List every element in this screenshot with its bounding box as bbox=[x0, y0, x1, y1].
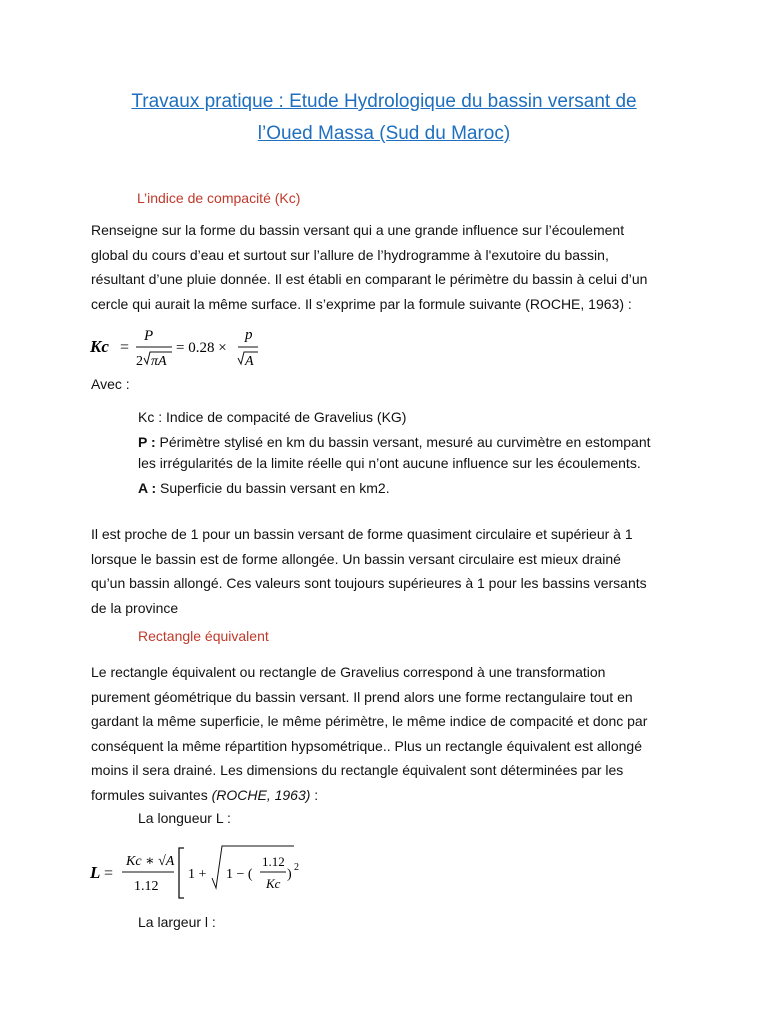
kc-conclusion-paragraph bbox=[91, 522, 677, 620]
longueur-label: La longueur L : bbox=[138, 810, 231, 826]
definition-term: A : bbox=[138, 480, 157, 496]
paragraph-line: lorsque le bassin est de forme allongée. Un bassin versant circulaire est mieux drainé bbox=[91, 550, 621, 567]
formula-one-minus: 1 − ( bbox=[226, 867, 253, 882]
citation: (ROCHE, 1963) bbox=[211, 786, 311, 803]
paragraph-line: Il est proche de 1 pour un bassin versant de forme quasiment circulaire et supérieur à 1 bbox=[91, 526, 633, 542]
formula-inner-denominator: Kc bbox=[266, 876, 281, 891]
left-bracket bbox=[179, 848, 184, 898]
formula-one-plus: 1 + bbox=[188, 867, 207, 882]
formula-lhs: Kc bbox=[90, 337, 109, 356]
paragraph-line: conséquent la même répartition hypsométrique.. Plus un rectangle équivalent est allongé bbox=[91, 737, 642, 754]
document-title bbox=[90, 86, 678, 150]
paragraph-line-last bbox=[91, 783, 677, 808]
definition-p-continued bbox=[138, 453, 678, 475]
title-line-1: Travaux pratique : Etude Hydrologique du bassin versant de bbox=[131, 91, 637, 112]
formula-exponent: 2 bbox=[294, 862, 299, 873]
definition-p bbox=[138, 432, 678, 454]
formula-numerator-p: P bbox=[144, 328, 154, 344]
formula-close-paren: ) bbox=[287, 867, 292, 882]
formula-den2-rad: A bbox=[245, 354, 254, 369]
definition-text: Périmètre stylisé en km du bassin versant, mesuré au curvimètre en estompant bbox=[155, 434, 651, 450]
paragraph-line: purement géométrique du bassin versant. Il prend alors une forme rectangulaire tout en bbox=[91, 688, 633, 705]
kc-formula bbox=[88, 322, 268, 372]
paragraph-line: Le rectangle équivalent ou rectangle de Gravelius correspond à une transformation bbox=[91, 664, 606, 680]
paragraph-line: cercle qui aurait la même surface. Il s’exprime par la formule suivante (ROCHE, 1963) : bbox=[91, 295, 632, 312]
formula-equals-coef: = 0.28 × bbox=[176, 340, 227, 356]
heading-kc: L’indice de compacité (Kc) bbox=[137, 190, 301, 206]
paragraph-line: qu’un bassin allongé. Ces valeurs sont toujours supérieures à 1 pour les bassins versants bbox=[91, 575, 647, 592]
definition-text: les irrégularités de la limite réelle qui n’ont aucune influence sur les écoulements. bbox=[138, 455, 641, 471]
paragraph-line: global du cours d’eau et surtout sur l’allure de l’hydrogramme à l'exutoire du bassin, bbox=[91, 246, 609, 263]
avec-label: Avec : bbox=[91, 376, 130, 392]
rectangle-paragraph bbox=[91, 660, 677, 808]
formula-denominator: 1.12 bbox=[134, 879, 159, 894]
line-text: formules suivantes bbox=[91, 786, 212, 803]
definition-kc bbox=[138, 407, 678, 429]
formula-lhs: L bbox=[90, 863, 101, 882]
formula-numerator-p2: p bbox=[245, 327, 253, 343]
largeur-label: La largeur l : bbox=[138, 914, 216, 930]
definition-text: : Indice de compacité de Gravelius (KG) bbox=[154, 409, 407, 425]
line-text: : bbox=[310, 786, 319, 803]
definition-a bbox=[138, 478, 678, 500]
definition-text: Superficie du bassin versant en km2. bbox=[156, 480, 390, 496]
paragraph-line: de la province bbox=[91, 599, 179, 616]
formula-den-rad: πA bbox=[151, 354, 167, 369]
kc-intro-paragraph bbox=[91, 218, 677, 316]
formula-den-coef: 2 bbox=[136, 354, 143, 369]
paragraph-line: gardant la même superficie, le même périmètre, le même indice de compacité et donc par bbox=[91, 713, 648, 730]
paragraph-line: Renseigne sur la forme du bassin versant qui a une grande influence sur l’écoulement bbox=[91, 222, 625, 238]
heading-rectangle: Rectangle équivalent bbox=[138, 628, 269, 644]
formula-numerator: Kc ∗ √A bbox=[126, 854, 175, 869]
formula-equals: = bbox=[120, 339, 130, 356]
length-formula bbox=[88, 840, 318, 904]
definition-term: Kc bbox=[138, 409, 155, 425]
definition-term: P : bbox=[138, 434, 156, 450]
paragraph-line: résultant d’une pluie donnée. Il est établi en comparant le périmètre du bassin à celui d’un bbox=[91, 271, 648, 288]
formula-inner-numerator: 1.12 bbox=[262, 854, 285, 869]
formula-equals: = bbox=[104, 865, 114, 882]
title-line-2: l’Oued Massa (Sud du Maroc) bbox=[257, 123, 511, 144]
paragraph-line: moins il sera drainé. Les dimensions du rectangle équivalent sont déterminées par les bbox=[91, 762, 624, 779]
